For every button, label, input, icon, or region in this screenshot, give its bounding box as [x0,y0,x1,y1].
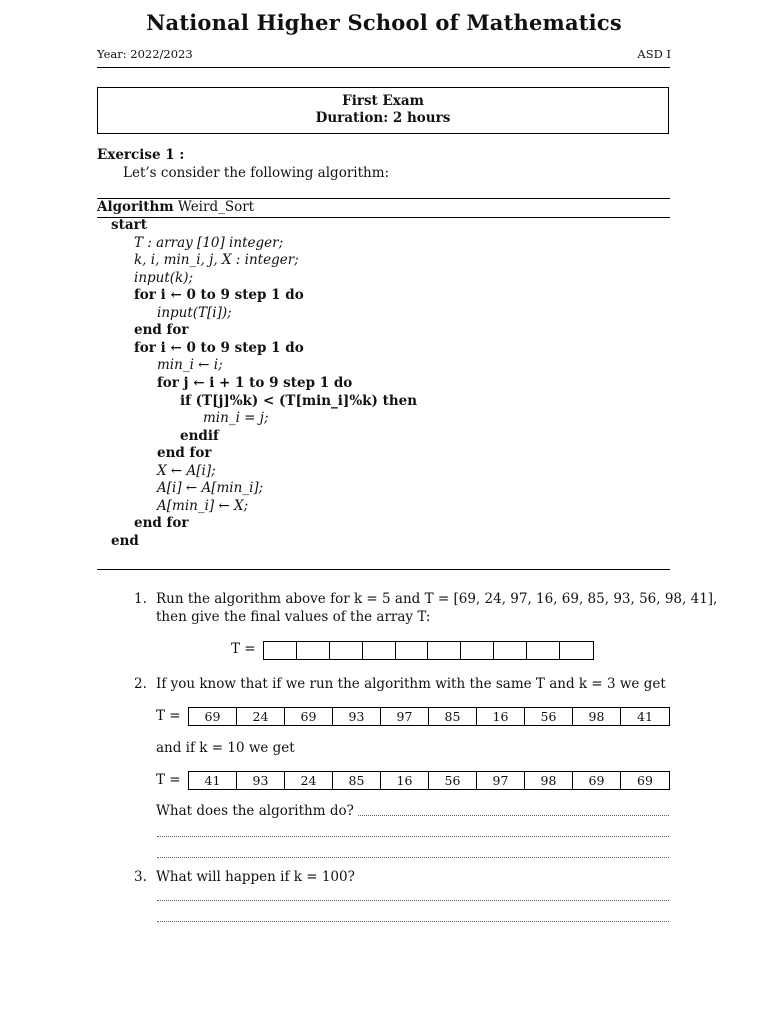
q2-answer-line[interactable] [157,836,669,837]
array-cell: 98 [573,708,621,725]
algo-line: A[min_i] ← X; [157,498,249,514]
array-cell[interactable] [297,642,330,659]
array-cell: 93 [333,708,381,725]
q1-text-continued: then give the final values of the array T: [156,609,431,625]
array-cell: 41 [637,709,653,724]
array-cell: 98 [525,772,573,789]
algo-line: endif [180,428,219,444]
q1-number: 1. [134,591,147,607]
exam-duration: Duration: 2 hours [315,110,451,126]
array-cell: 16 [477,708,525,725]
array-cell[interactable] [330,642,363,659]
array-cell[interactable] [494,642,527,659]
q2-array-a-label: T = [156,708,181,724]
array-cell: 16 [381,772,429,789]
array-cell: 69 [637,773,653,788]
q1-text: Run the algorithm above for k = 5 and T = [69, 24, 97, 16, 69, 85, 93, 56, 98, 41], [156,591,718,607]
algorithm-header [97,199,254,215]
academic-year: Year: 2022/2023 [97,47,193,61]
array-cell: 56 [429,772,477,789]
algo-line: X ← A[i]; [157,463,216,479]
q3-text: What will happen if k = 100? [156,869,355,885]
school-title: National Higher School of Mathematics [146,10,622,35]
algo-line: min_i = j; [203,410,269,426]
array-cell[interactable] [527,642,560,659]
array-cell: 69 [189,708,237,725]
algo-line: end for [134,322,189,338]
array-cell: 85 [429,708,477,725]
q2-text: If you know that if we run the algorithm with the same T and k = 3 we get [156,676,666,692]
algo-line: end for [134,515,189,531]
exercise-title: Exercise 1 : [97,147,185,163]
q3-number: 3. [134,869,147,885]
array-cell: 24 [285,772,333,789]
algo-line: A[i] ← A[min_i]; [157,480,264,496]
q2-answer-line[interactable] [358,815,669,816]
q2-mid-text: and if k = 10 we get [156,740,295,756]
q3-answer-line[interactable] [157,921,669,922]
algo-line: for j ← i + 1 to 9 step 1 do [157,375,353,391]
algo-line: start [111,217,147,233]
exercise-intro: Let’s consider the following algorithm: [123,165,390,181]
array-cell: 85 [333,772,381,789]
array-cell[interactable] [396,642,429,659]
algo-line: T : array [10] integer; [134,235,284,251]
array-cell[interactable] [428,642,461,659]
q3-answer-line[interactable] [157,900,669,901]
array-cell: 24 [237,708,285,725]
algo-line: end [111,533,139,549]
q1-answer-array[interactable] [263,641,594,660]
array-cell: 69 [573,772,621,789]
array-cell[interactable] [560,642,593,659]
array-cell: 41 [189,772,237,789]
algo-line: input(k); [134,270,194,286]
array-cell: 97 [381,708,429,725]
array-cell[interactable] [264,642,297,659]
array-cell[interactable] [363,642,396,659]
q2-array-k3 [188,707,670,726]
q2-question: What does the algorithm do? [156,803,354,819]
exam-info-box [97,87,669,134]
array-cell: 97 [477,772,525,789]
exam-title: First Exam [342,93,424,109]
algorithm-bottom-rule [97,569,670,570]
algorithm-header-rule [97,217,670,218]
q2-answer-line[interactable] [157,857,669,858]
algo-line: if (T[j]%k) < (T[min_i]%k) then [180,393,418,409]
array-cell[interactable] [461,642,494,659]
header-rule [97,67,670,68]
algorithm-keyword: Algorithm [97,199,174,215]
algo-line: for i ← 0 to 9 step 1 do [134,287,304,303]
algo-line: input(T[i]); [157,305,232,321]
algo-line: k, i, min_i, j, X : integer; [134,252,299,268]
algo-line: end for [157,445,212,461]
algorithm-name: Weird_Sort [177,199,255,215]
course-code: ASD I [637,47,671,61]
algo-line: for i ← 0 to 9 step 1 do [134,340,304,356]
array-cell: 93 [237,772,285,789]
array-cell: 69 [285,708,333,725]
q1-array-label: T = [231,641,256,657]
algo-line: min_i ← i; [157,357,223,373]
q2-number: 2. [134,676,147,692]
q2-array-b-label: T = [156,772,181,788]
array-cell: 56 [525,708,573,725]
q2-array-k10 [188,771,670,790]
